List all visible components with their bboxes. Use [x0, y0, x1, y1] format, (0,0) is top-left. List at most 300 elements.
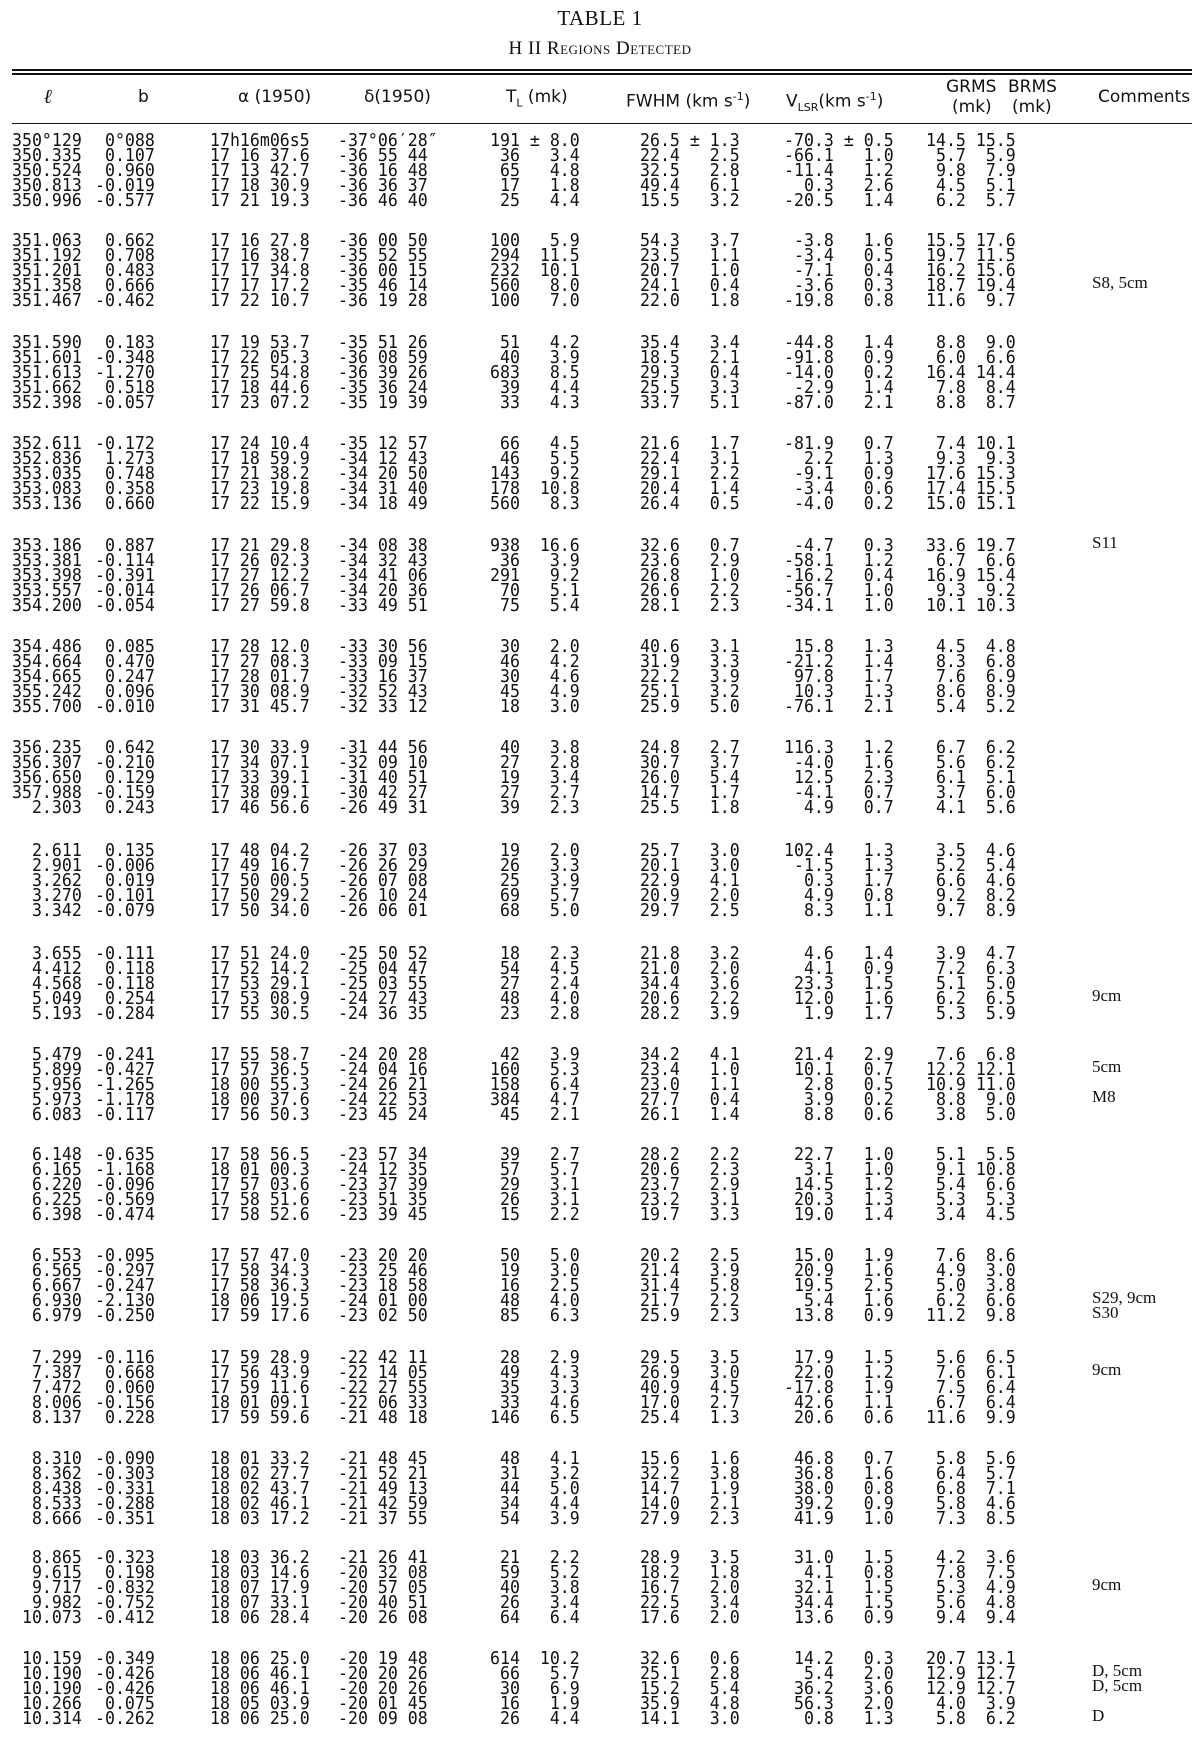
table-row [0, 392, 1200, 413]
cell-tl: 28 2.9 [490, 1347, 580, 1368]
cell-fwhm: 54.3 3.7 [640, 230, 740, 251]
cell-ra: 17 26 02.3 [210, 550, 310, 571]
cell-b: -0.117 [95, 1104, 155, 1125]
cell-rms: 6.2 5.7 [926, 190, 1016, 211]
cell-fwhm: 26.6 2.2 [640, 580, 740, 601]
cell-rms: 5.6 6.5 [926, 1347, 1016, 1368]
cell-fwhm: 28.9 3.5 [640, 1547, 740, 1568]
cell-ra: 18 02 43.7 [210, 1478, 310, 1499]
cell-l: 355.700 [12, 696, 82, 717]
cell-tl: 75 5.4 [490, 595, 580, 616]
cell-dec: -31 44 56 [338, 737, 428, 758]
cell-b: -0.010 [95, 696, 155, 717]
cell-vlsr: 1.9 1.7 [784, 1003, 894, 1024]
cell-ra: 17 21 29.8 [210, 535, 310, 556]
table-row [0, 1245, 1200, 1266]
cell-dec: -21 37 55 [338, 1508, 428, 1529]
cell-ra: 17 58 36.3 [210, 1275, 310, 1296]
cell-tl: 25 4.4 [490, 190, 580, 211]
cell-l: 5.479 [12, 1044, 82, 1065]
cell-rms: 5.0 3.8 [926, 1275, 1016, 1296]
cell-rms: 10.9 11.0 [926, 1074, 1016, 1095]
cell-vlsr: -21.2 1.4 [784, 651, 894, 672]
cell-vlsr: 10.3 1.3 [784, 681, 894, 702]
table-row [0, 1144, 1200, 1165]
cell-fwhm: 35.4 3.4 [640, 332, 740, 353]
cell-tl: 85 6.3 [490, 1305, 580, 1326]
cell-vlsr: 31.0 1.5 [784, 1547, 894, 1568]
cell-tl: 614 10.2 [490, 1648, 580, 1669]
table-row [0, 160, 1200, 181]
cell-fwhm: 34.2 4.1 [640, 1044, 740, 1065]
cell-b: -0.351 [95, 1508, 155, 1529]
cell-tl: 19 2.0 [490, 840, 580, 861]
cell-l: 6.225 [12, 1189, 82, 1210]
cell-dec: -36 19 28 [338, 290, 428, 311]
cell-dec: -21 48 18 [338, 1407, 428, 1428]
cell-dec: -35 19 39 [338, 392, 428, 413]
cell-vlsr: 13.8 0.9 [784, 1305, 894, 1326]
cell-b: 0.662 [95, 230, 155, 251]
cell-l: 354.200 [12, 595, 82, 616]
cell-dec: -21 48 45 [338, 1448, 428, 1469]
cell-vlsr: 8.3 1.1 [784, 900, 894, 921]
cell-b: -0.090 [95, 1448, 155, 1469]
cell-l: 10.266 [12, 1693, 82, 1714]
cell-fwhm: 29.3 0.4 [640, 362, 740, 383]
cell-l: 8.865 [12, 1547, 82, 1568]
cell-vlsr: -58.1 1.2 [784, 550, 894, 571]
cell-rms: 7.5 6.4 [926, 1377, 1016, 1398]
cell-rms: 11.6 9.7 [926, 290, 1016, 311]
cell-dec: -20 19 48 [338, 1648, 428, 1669]
cell-ra: 18 01 09.1 [210, 1392, 310, 1413]
cell-tl: 100 7.0 [490, 290, 580, 311]
header-rule [12, 123, 1192, 124]
cell-b: -1.265 [95, 1074, 155, 1095]
cell-vlsr: -17.8 1.9 [784, 1377, 894, 1398]
table-row [0, 797, 1200, 818]
cell-dec: -35 51 26 [338, 332, 428, 353]
cell-rms: 9.2 8.2 [926, 885, 1016, 906]
cell-fwhm: 27.9 2.3 [640, 1508, 740, 1529]
cell-rms: 9.3 9.2 [926, 580, 1016, 601]
cell-tl: 40 3.8 [490, 737, 580, 758]
cell-fwhm: 15.5 3.2 [640, 190, 740, 211]
cell-rms: 3.7 6.0 [926, 782, 1016, 803]
cell-comment: 9cm [1092, 1575, 1122, 1594]
cell-b: -1.270 [95, 362, 155, 383]
cell-b: 0.247 [95, 666, 155, 687]
cell-fwhm: 20.4 1.4 [640, 478, 740, 499]
cell-b: -0.832 [95, 1577, 155, 1598]
cell-l: 5.049 [12, 988, 82, 1009]
cell-l: 354.486 [12, 636, 82, 657]
cell-fwhm: 26.4 0.5 [640, 493, 740, 514]
cell-l: 356.235 [12, 737, 82, 758]
cell-ra: 17 19 53.7 [210, 332, 310, 353]
cell-rms: 7.2 6.3 [926, 958, 1016, 979]
cell-fwhm: 29.1 2.2 [640, 463, 740, 484]
cell-rms: 5.6 4.8 [926, 1592, 1016, 1613]
cell-b: -0.057 [95, 392, 155, 413]
cell-vlsr: -91.8 0.9 [784, 347, 894, 368]
table-row [0, 651, 1200, 672]
cell-b: -0.118 [95, 973, 155, 994]
cell-fwhm: 33.7 5.1 [640, 392, 740, 413]
table-header [0, 76, 1200, 122]
cell-vlsr: 15.0 1.9 [784, 1245, 894, 1266]
cell-vlsr: 4.1 0.8 [784, 1562, 894, 1583]
cell-vlsr: -11.4 1.2 [784, 160, 894, 181]
table-row [0, 885, 1200, 906]
cell-l: 5.956 [12, 1074, 82, 1095]
cell-vlsr: 14.2 0.3 [784, 1648, 894, 1669]
cell-dec: -33 49 51 [338, 595, 428, 616]
table-row [0, 1448, 1200, 1469]
cell-l: 9.615 [12, 1562, 82, 1583]
cell-vlsr: 39.2 0.9 [784, 1493, 894, 1514]
cell-dec: -21 26 41 [338, 1547, 428, 1568]
cell-b: -0.247 [95, 1275, 155, 1296]
cell-ra: 17 23 07.2 [210, 392, 310, 413]
table-row [0, 362, 1200, 383]
cell-tl: 26 3.3 [490, 855, 580, 876]
cell-l: 351.063 [12, 230, 82, 251]
cell-b: -0.210 [95, 752, 155, 773]
cell-dec: -36 08 59 [338, 347, 428, 368]
cell-rms: 7.6 8.6 [926, 1245, 1016, 1266]
cell-tl: 66 5.7 [490, 1663, 580, 1684]
cell-fwhm: 26.1 1.4 [640, 1104, 740, 1125]
header-alpha: α (1950) [238, 87, 312, 107]
cell-tl: 27 2.8 [490, 752, 580, 773]
cell-fwhm: 34.4 3.6 [640, 973, 740, 994]
cell-rms: 8.8 9.0 [926, 332, 1016, 353]
cell-tl: 42 3.9 [490, 1044, 580, 1065]
table-row [0, 1508, 1200, 1529]
table-row [0, 752, 1200, 773]
cell-l: 3.270 [12, 885, 82, 906]
cell-rms: 14.5 15.5 [926, 130, 1016, 151]
cell-b: -0.241 [95, 1044, 155, 1065]
table-row [0, 1547, 1200, 1568]
cell-l: 353.557 [12, 580, 82, 601]
cell-fwhm: 23.5 1.1 [640, 245, 740, 266]
cell-dec: -37°06′28″ [338, 130, 438, 151]
cell-ra: 17 28 12.0 [210, 636, 310, 657]
table-row [0, 1288, 1200, 1311]
cell-tl: 33 4.3 [490, 392, 580, 413]
cell-dec: -26 06 01 [338, 900, 428, 921]
cell-rms: 4.5 5.1 [926, 175, 1016, 196]
cell-vlsr: 20.9 1.6 [784, 1260, 894, 1281]
cell-dec: -33 16 37 [338, 666, 428, 687]
table-row [0, 1392, 1200, 1413]
cell-ra: 18 00 55.3 [210, 1074, 310, 1095]
cell-l: 6.979 [12, 1305, 82, 1326]
cell-tl: 39 2.3 [490, 797, 580, 818]
cell-rms: 3.5 4.6 [926, 840, 1016, 861]
cell-dec: -23 51 35 [338, 1189, 428, 1210]
cell-vlsr: -3.6 0.3 [784, 275, 894, 296]
cell-vlsr: 21.4 2.9 [784, 1044, 894, 1065]
cell-tl: 143 9.2 [490, 463, 580, 484]
cell-rms: 5.4 5.2 [926, 696, 1016, 717]
cell-tl: 46 4.2 [490, 651, 580, 672]
cell-rms: 7.6 6.9 [926, 666, 1016, 687]
cell-fwhm: 20.9 2.0 [640, 885, 740, 906]
cell-rms: 6.7 6.2 [926, 737, 1016, 758]
cell-b: -0.577 [95, 190, 155, 211]
cell-tl: 100 5.9 [490, 230, 580, 251]
cell-b: -0.111 [95, 943, 155, 964]
cell-l: 6.165 [12, 1159, 82, 1180]
cell-tl: 30 4.6 [490, 666, 580, 687]
cell-rms: 5.2 5.4 [926, 855, 1016, 876]
cell-tl: 191 ± 8.0 [490, 130, 580, 151]
cell-ra: 17 21 19.3 [210, 190, 310, 211]
cell-l: 6.565 [12, 1260, 82, 1281]
cell-ra: 18 00 37.6 [210, 1089, 310, 1110]
cell-rms: 5.8 4.6 [926, 1493, 1016, 1514]
cell-ra: 17 50 00.5 [210, 870, 310, 891]
cell-rms: 19.7 11.5 [926, 245, 1016, 266]
cell-tl: 39 2.7 [490, 1144, 580, 1165]
cell-ra: 17 58 34.3 [210, 1260, 310, 1281]
cell-fwhm: 20.2 2.5 [640, 1245, 740, 1266]
cell-b: -0.054 [95, 595, 155, 616]
cell-dec: -25 03 55 [338, 973, 428, 994]
cell-rms: 5.3 5.9 [926, 1003, 1016, 1024]
cell-ra: 17 56 43.9 [210, 1362, 310, 1383]
cell-ra: 17 27 59.8 [210, 595, 310, 616]
table-row [0, 273, 1200, 296]
cell-fwhm: 32.6 0.7 [640, 535, 740, 556]
cell-l: 5.193 [12, 1003, 82, 1024]
cell-vlsr: 20.3 1.3 [784, 1189, 894, 1210]
cell-vlsr: 15.8 1.3 [784, 636, 894, 657]
cell-tl: 66 4.5 [490, 433, 580, 454]
cell-rms: 5.8 5.6 [926, 1448, 1016, 1469]
cell-l: 7.387 [12, 1362, 82, 1383]
cell-vlsr: -3.4 0.5 [784, 245, 894, 266]
cell-l: 353.136 [12, 493, 82, 514]
cell-vlsr: 14.5 1.2 [784, 1174, 894, 1195]
cell-fwhm: 15.2 5.4 [640, 1678, 740, 1699]
cell-ra: 18 01 00.3 [210, 1159, 310, 1180]
cell-dec: -24 20 28 [338, 1044, 428, 1065]
cell-l: 4.412 [12, 958, 82, 979]
header-brms: BRMS [1008, 77, 1057, 97]
cell-l: 10.190 [12, 1663, 82, 1684]
cell-rms: 15.5 17.6 [926, 230, 1016, 251]
cell-l: 2.901 [12, 855, 82, 876]
cell-b: 0.518 [95, 377, 155, 398]
cell-b: -0.096 [95, 1174, 155, 1195]
cell-fwhm: 16.7 2.0 [640, 1577, 740, 1598]
cell-l: 351.613 [12, 362, 82, 383]
cell-l: 2.611 [12, 840, 82, 861]
cell-fwhm: 18.5 2.1 [640, 347, 740, 368]
cell-b: -0.323 [95, 1547, 155, 1568]
cell-b: 0.470 [95, 651, 155, 672]
cell-tl: 683 8.5 [490, 362, 580, 383]
cell-rms: 5.8 6.2 [926, 1708, 1016, 1729]
cell-l: 350.335 [12, 145, 82, 166]
cell-b: -0.116 [95, 1347, 155, 1368]
cell-tl: 48 4.0 [490, 988, 580, 1009]
cell-tl: 29 3.1 [490, 1174, 580, 1195]
table-row [0, 696, 1200, 717]
cell-vlsr: 41.9 1.0 [784, 1508, 894, 1529]
cell-vlsr: 4.9 0.7 [784, 797, 894, 818]
cell-ra: 17 18 59.9 [210, 448, 310, 469]
cell-tl: 160 5.3 [490, 1059, 580, 1080]
table-row [0, 1493, 1200, 1514]
cell-ra: 18 03 17.2 [210, 1508, 310, 1529]
cell-l: 8.310 [12, 1448, 82, 1469]
cell-l: 8.006 [12, 1392, 82, 1413]
cell-dec: -26 26 29 [338, 855, 428, 876]
cell-fwhm: 20.6 2.2 [640, 988, 740, 1009]
cell-comment: S29, 9cm [1092, 1288, 1157, 1307]
cell-ra: 18 07 17.9 [210, 1577, 310, 1598]
cell-l: 353.398 [12, 565, 82, 586]
cell-fwhm: 22.2 3.9 [640, 666, 740, 687]
cell-vlsr: -4.1 0.7 [784, 782, 894, 803]
cell-comment: S11 [1092, 533, 1118, 552]
cell-fwhm: 22.5 3.4 [640, 1592, 740, 1613]
cell-dec: -33 30 56 [338, 636, 428, 657]
cell-tl: 34 4.4 [490, 1493, 580, 1514]
cell-dec: -20 26 08 [338, 1607, 428, 1628]
header-tl: $T_L$ (mk) [506, 87, 568, 110]
cell-l: 6.930 [12, 1290, 82, 1311]
table-row [0, 1676, 1200, 1699]
table-row [0, 1706, 1200, 1729]
cell-dec: -23 18 58 [338, 1275, 428, 1296]
cell-b: 1.273 [95, 448, 155, 469]
cell-tl: 40 3.9 [490, 347, 580, 368]
cell-vlsr: -4.0 1.6 [784, 752, 894, 773]
cell-dec: -32 09 10 [338, 752, 428, 773]
cell-dec: -22 06 33 [338, 1392, 428, 1413]
cell-vlsr: -81.9 0.7 [784, 433, 894, 454]
table-row [0, 1303, 1200, 1326]
cell-ra: 17 22 05.3 [210, 347, 310, 368]
cell-rms: 33.6 19.7 [926, 535, 1016, 556]
cell-l: 8.137 [12, 1407, 82, 1428]
cell-b: 0.118 [95, 958, 155, 979]
table-row [0, 290, 1200, 311]
cell-b: 0.198 [95, 1562, 155, 1583]
cell-b: 0.254 [95, 988, 155, 1009]
cell-vlsr: 22.0 1.2 [784, 1362, 894, 1383]
cell-tl: 25 3.9 [490, 870, 580, 891]
cell-ra: 17 25 54.8 [210, 362, 310, 383]
cell-dec: -31 40 51 [338, 767, 428, 788]
cell-b: -1.178 [95, 1089, 155, 1110]
cell-tl: 36 3.4 [490, 145, 580, 166]
cell-ra: 17 51 24.0 [210, 943, 310, 964]
cell-vlsr: 5.4 1.6 [784, 1290, 894, 1311]
cell-fwhm: 23.0 1.1 [640, 1074, 740, 1095]
cell-ra: 17 22 10.7 [210, 290, 310, 311]
cell-fwhm: 25.1 2.8 [640, 1663, 740, 1684]
cell-dec: -26 37 03 [338, 840, 428, 861]
cell-l: 2.303 [12, 797, 82, 818]
cell-ra: 17 59 28.9 [210, 1347, 310, 1368]
cell-l: 350°129 [12, 130, 82, 151]
cell-vlsr: 3.9 0.2 [784, 1089, 894, 1110]
cell-fwhm: 30.7 3.7 [640, 752, 740, 773]
cell-b: 0.096 [95, 681, 155, 702]
cell-fwhm: 22.4 3.1 [640, 448, 740, 469]
cell-b: -0.014 [95, 580, 155, 601]
cell-fwhm: 29.7 2.5 [640, 900, 740, 921]
cell-l: 351.590 [12, 332, 82, 353]
cell-fwhm: 20.6 2.3 [640, 1159, 740, 1180]
cell-tl: 26 4.4 [490, 1708, 580, 1729]
cell-dec: -36 39 26 [338, 362, 428, 383]
cell-l: 3.655 [12, 943, 82, 964]
cell-vlsr: -20.5 1.4 [784, 190, 894, 211]
cell-l: 350.996 [12, 190, 82, 211]
cell-ra: 17 48 04.2 [210, 840, 310, 861]
cell-ra: 18 06 25.0 [210, 1648, 310, 1669]
cell-dec: -24 22 53 [338, 1089, 428, 1110]
cell-dec: -23 02 50 [338, 1305, 428, 1326]
cell-fwhm: 25.9 2.3 [640, 1305, 740, 1326]
cell-vlsr: 12.0 1.6 [784, 988, 894, 1009]
cell-ra: 17 31 45.7 [210, 696, 310, 717]
cell-ra: 17 58 52.6 [210, 1204, 310, 1225]
cell-vlsr: 42.6 1.1 [784, 1392, 894, 1413]
cell-fwhm: 24.1 0.4 [640, 275, 740, 296]
cell-b: 0.075 [95, 1693, 155, 1714]
table-row [0, 1478, 1200, 1499]
cell-rms: 8.6 8.9 [926, 681, 1016, 702]
table-row [0, 1044, 1200, 1065]
cell-b: 0.228 [95, 1407, 155, 1428]
cell-l: 7.299 [12, 1347, 82, 1368]
table-row [0, 1275, 1200, 1296]
cell-vlsr: -19.8 0.8 [784, 290, 894, 311]
cell-fwhm: 25.7 3.0 [640, 840, 740, 861]
cell-fwhm: 20.7 1.0 [640, 260, 740, 281]
cell-vlsr: 36.8 1.6 [784, 1463, 894, 1484]
cell-rms: 7.4 10.1 [926, 433, 1016, 454]
cell-b: -0.426 [95, 1663, 155, 1684]
cell-fwhm: 26.8 1.0 [640, 565, 740, 586]
table-row [0, 870, 1200, 891]
cell-comment: D, 5cm [1092, 1676, 1143, 1695]
cell-comment: 9cm [1092, 1360, 1122, 1379]
cell-tl: 48 4.0 [490, 1290, 580, 1311]
cell-ra: 18 06 19.5 [210, 1290, 310, 1311]
cell-ra: 18 06 25.0 [210, 1708, 310, 1729]
cell-vlsr: -76.1 2.1 [784, 696, 894, 717]
cell-ra: 17 13 42.7 [210, 160, 310, 181]
cell-tl: 23 2.8 [490, 1003, 580, 1024]
cell-vlsr: 20.6 0.6 [784, 1407, 894, 1428]
cell-tl: 26 3.4 [490, 1592, 580, 1613]
cell-b: -0.159 [95, 782, 155, 803]
cell-fwhm: 21.0 2.0 [640, 958, 740, 979]
cell-fwhm: 14.1 3.0 [640, 1708, 740, 1729]
cell-l: 353.381 [12, 550, 82, 571]
